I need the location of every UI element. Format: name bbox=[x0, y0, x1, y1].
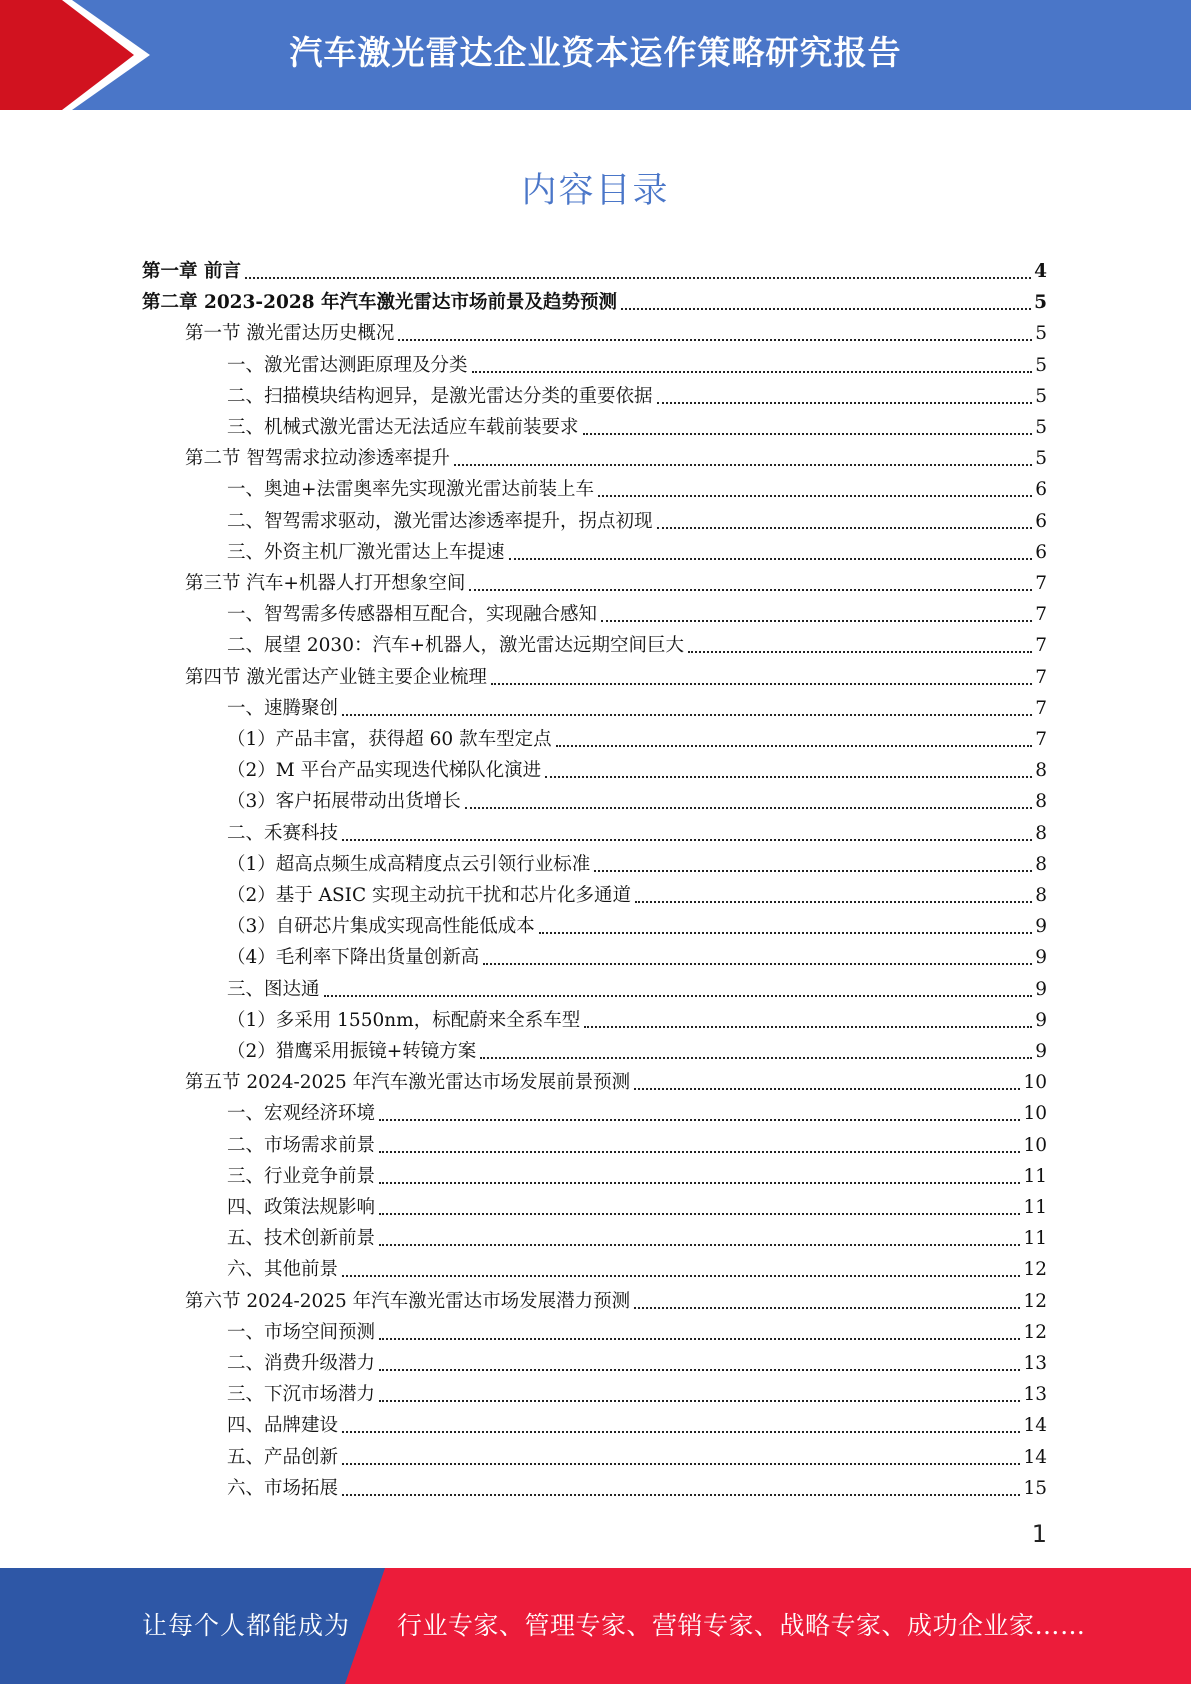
toc-entry-title: 二、禾赛科技 bbox=[227, 822, 339, 844]
toc-entry[interactable] bbox=[227, 721, 1047, 752]
toc-dot-leader bbox=[379, 1400, 1020, 1402]
toc-entry-title: 二、消费升级潜力 bbox=[227, 1353, 376, 1374]
toc-entry-title: （1）产品丰富，获得超 60 款车型定点 bbox=[227, 729, 552, 750]
toc-entry-title: 四、品牌建设 bbox=[227, 1415, 339, 1437]
toc-entry-page: 14 bbox=[1023, 1446, 1047, 1468]
toc-entry[interactable] bbox=[227, 596, 1047, 627]
toc-entry[interactable] bbox=[142, 284, 1047, 315]
toc-dot-leader bbox=[342, 1494, 1020, 1496]
toc-dot-leader bbox=[245, 277, 1031, 279]
toc-dot-leader bbox=[379, 1213, 1020, 1215]
toc-dot-leader bbox=[379, 1338, 1020, 1340]
toc-entry-page: 8 bbox=[1035, 822, 1047, 844]
toc-entry-title: 三、机械式激光雷达无法适应车载前装要求 bbox=[227, 417, 579, 438]
toc-entry[interactable] bbox=[227, 846, 1047, 877]
toc-entry-page: 6 bbox=[1035, 479, 1047, 501]
toc-entry[interactable] bbox=[227, 1251, 1047, 1282]
toc-entry-page: 7 bbox=[1035, 604, 1047, 626]
toc-entry-title: 六、市场拓展 bbox=[227, 1477, 339, 1499]
toc-dot-leader bbox=[379, 1244, 1020, 1246]
toc-entry-title: 三、图达通 bbox=[227, 978, 320, 1000]
toc-entry-title: （1）超高点频生成高精度点云引领行业标准 bbox=[227, 853, 591, 875]
toc-entry-page: 5 bbox=[1035, 448, 1047, 470]
toc-entry-page: 10 bbox=[1023, 1072, 1047, 1094]
toc-entry-page: 8 bbox=[1035, 791, 1047, 813]
toc-entry[interactable] bbox=[227, 534, 1047, 565]
toc-dot-leader bbox=[342, 839, 1032, 841]
toc-entry-page: 5 bbox=[1035, 354, 1047, 376]
toc-entry-page: 4 bbox=[1034, 261, 1047, 282]
toc-dot-leader bbox=[491, 683, 1032, 685]
toc-entry-title: （3）自研芯片集成实现高性能低成本 bbox=[227, 916, 535, 938]
toc-dot-leader bbox=[454, 464, 1032, 466]
toc-dot-leader bbox=[509, 558, 1033, 560]
toc-entry-page: 8 bbox=[1035, 853, 1047, 875]
toc-entry-title: 二、扫描模块结构迥异，是激光雷达分类的重要依据 bbox=[227, 385, 653, 407]
toc-dot-leader bbox=[657, 527, 1033, 529]
toc-dot-leader bbox=[657, 402, 1033, 404]
toc-entry-title: 五、技术创新前景 bbox=[227, 1228, 376, 1250]
toc-entry[interactable] bbox=[227, 908, 1047, 939]
toc-dot-leader bbox=[342, 1431, 1020, 1433]
toc-entry-title: 六、其他前景 bbox=[227, 1259, 339, 1281]
toc-entry-page: 14 bbox=[1023, 1415, 1047, 1437]
toc-entry-title: 一、宏观经济环境 bbox=[227, 1103, 376, 1125]
toc-entry-page: 7 bbox=[1035, 573, 1047, 594]
toc-entry-page: 5 bbox=[1035, 385, 1047, 407]
toc-dot-leader bbox=[539, 932, 1032, 934]
toc-entry[interactable] bbox=[227, 378, 1047, 409]
toc-entry-title: 四、政策法规影响 bbox=[227, 1197, 376, 1218]
toc-dot-leader bbox=[342, 1463, 1020, 1465]
toc-dot-leader bbox=[634, 1307, 1020, 1309]
toc-dot-leader bbox=[480, 1057, 1032, 1059]
header-band bbox=[0, 0, 1191, 110]
toc-entry-page: 7 bbox=[1035, 635, 1047, 657]
toc-entry[interactable] bbox=[227, 409, 1047, 440]
toc-entry-title: 二、市场需求前景 bbox=[227, 1134, 376, 1156]
toc-entry-page: 6 bbox=[1035, 541, 1047, 563]
toc-dot-leader bbox=[472, 371, 1033, 373]
toc-entry-title: 二、智驾需求驱动，激光雷达渗透率提升，拐点初现 bbox=[227, 510, 653, 532]
toc-entry[interactable] bbox=[227, 690, 1047, 721]
toc-entry[interactable] bbox=[227, 1439, 1047, 1470]
toc-entry-page: 8 bbox=[1035, 885, 1047, 906]
toc-dot-leader bbox=[324, 995, 1033, 997]
toc-entry-title: 三、下沉市场潜力 bbox=[227, 1384, 376, 1406]
toc-dot-leader bbox=[342, 1275, 1020, 1277]
toc-dot-leader bbox=[465, 807, 1032, 809]
toc-entry-page: 13 bbox=[1023, 1384, 1047, 1406]
toc-dot-leader bbox=[556, 745, 1033, 747]
toc-entry-page: 9 bbox=[1035, 1041, 1047, 1062]
toc-entry-title: 第二章 2023-2028 年汽车激光雷达市场前景及趋势预测 bbox=[142, 292, 618, 314]
footer-banner bbox=[0, 1568, 1191, 1684]
toc-entry[interactable] bbox=[227, 1033, 1047, 1064]
toc-entry-page: 5 bbox=[1034, 292, 1047, 314]
toc-entry[interactable] bbox=[227, 1376, 1047, 1407]
toc-entry-title: 二、展望 2030：汽车+机器人，激光雷达远期空间巨大 bbox=[227, 635, 684, 657]
toc-entry-title: 第三节 汽车+机器人打开想象空间 bbox=[185, 573, 466, 594]
toc-entry[interactable] bbox=[227, 627, 1047, 658]
toc-entry-page: 10 bbox=[1023, 1134, 1047, 1156]
toc-dot-leader bbox=[342, 714, 1032, 716]
toc-entry-page: 11 bbox=[1023, 1228, 1047, 1250]
toc-dot-leader bbox=[598, 495, 1032, 497]
toc-entry[interactable] bbox=[227, 815, 1047, 846]
toc-entry[interactable] bbox=[227, 752, 1047, 783]
toc-entry-title: 第一节 激光雷达历史概况 bbox=[185, 323, 395, 345]
toc-entry-title: 三、外资主机厂激光雷达上车提速 bbox=[227, 541, 505, 563]
toc-entry-title: 一、激光雷达测距原理及分类 bbox=[227, 354, 468, 376]
toc-entry-page: 11 bbox=[1023, 1165, 1047, 1187]
toc-entry[interactable] bbox=[227, 1470, 1047, 1501]
toc-entry[interactable] bbox=[185, 440, 1047, 471]
toc-entry-title: 一、智驾需多传感器相互配合，实现融合感知 bbox=[227, 604, 598, 626]
toc-dot-leader bbox=[635, 901, 1032, 903]
toc-dot-leader bbox=[483, 963, 1032, 965]
toc-dot-leader bbox=[584, 1026, 1032, 1028]
toc-entry-page: 9 bbox=[1035, 978, 1047, 1000]
toc-entry-title: 第五节 2024-2025 年汽车激光雷达市场发展前景预测 bbox=[185, 1072, 631, 1094]
toc-entry[interactable] bbox=[227, 1314, 1047, 1345]
toc-entry[interactable] bbox=[227, 1407, 1047, 1438]
toc-entry-page: 12 bbox=[1023, 1321, 1047, 1343]
toc-entry-page: 9 bbox=[1035, 947, 1047, 969]
toc-entry-title: 第二节 智驾需求拉动渗透率提升 bbox=[185, 448, 450, 470]
toc-entry-page: 12 bbox=[1023, 1259, 1047, 1281]
toc-entry-page: 7 bbox=[1035, 666, 1047, 688]
toc-entry[interactable] bbox=[227, 503, 1047, 534]
toc-entry-page: 7 bbox=[1035, 729, 1047, 750]
toc-entry-page: 8 bbox=[1035, 760, 1047, 782]
toc-dot-leader bbox=[398, 339, 1032, 341]
toc-entry[interactable] bbox=[227, 347, 1047, 378]
toc-entry[interactable] bbox=[227, 1095, 1047, 1126]
toc-entry-title: 第一章 前言 bbox=[142, 261, 241, 282]
toc-dot-leader bbox=[379, 1182, 1020, 1184]
toc-entry-page: 12 bbox=[1023, 1290, 1047, 1312]
toc-entry[interactable] bbox=[227, 1345, 1047, 1376]
toc-dot-leader bbox=[379, 1369, 1020, 1371]
toc-entry[interactable] bbox=[227, 971, 1047, 1002]
footer-slogan-right: 行业专家、管理专家、营销专家、战略专家、成功企业家…… bbox=[397, 1611, 1086, 1640]
toc-entry[interactable] bbox=[227, 1189, 1047, 1220]
toc-dot-leader bbox=[601, 620, 1032, 622]
toc-entry-page: 9 bbox=[1035, 916, 1047, 938]
toc-entry-title: （1）多采用 1550nm，标配蔚来全系车型 bbox=[227, 1009, 581, 1031]
toc-entry-page: 9 bbox=[1035, 1009, 1047, 1031]
toc-entry-page: 10 bbox=[1023, 1103, 1047, 1125]
toc-entry-title: （4）毛利率下降出货量创新高 bbox=[227, 947, 480, 969]
toc-entry-page: 5 bbox=[1035, 323, 1047, 345]
toc-entry[interactable] bbox=[142, 253, 1047, 284]
toc-entry[interactable] bbox=[185, 1283, 1047, 1314]
toc-entry[interactable] bbox=[227, 783, 1047, 814]
toc-dot-leader bbox=[621, 308, 1031, 310]
toc-dot-leader bbox=[583, 433, 1033, 435]
toc-entry[interactable] bbox=[227, 939, 1047, 970]
toc-entry[interactable] bbox=[227, 1158, 1047, 1189]
toc-dot-leader bbox=[379, 1151, 1020, 1153]
toc-entry-page: 11 bbox=[1023, 1197, 1047, 1218]
page-number: 1 bbox=[1031, 1520, 1047, 1548]
toc-entry-title: 一、奥迪+法雷奥率先实现激光雷达前装上车 bbox=[227, 479, 595, 501]
toc-entry-page: 5 bbox=[1035, 417, 1047, 438]
toc-entry-page: 13 bbox=[1023, 1353, 1047, 1374]
toc-entry-title: （2）基于 ASIC 实现主动抗干扰和芯片化多通道 bbox=[227, 885, 632, 906]
toc-heading: 内容目录 bbox=[521, 171, 670, 211]
footer-slogan-left: 让每个人都能成为 bbox=[142, 1611, 351, 1640]
toc-entry-title: 第四节 激光雷达产业链主要企业梳理 bbox=[185, 666, 487, 688]
toc-entry-title: 第六节 2024-2025 年汽车激光雷达市场发展潜力预测 bbox=[185, 1290, 631, 1312]
toc-entry[interactable] bbox=[227, 1220, 1047, 1251]
toc-entry[interactable] bbox=[227, 1002, 1047, 1033]
toc-entry[interactable] bbox=[227, 877, 1047, 908]
toc-dot-leader bbox=[545, 776, 1032, 778]
toc-entry-page: 7 bbox=[1035, 697, 1047, 719]
toc-entry-title: 五、产品创新 bbox=[227, 1446, 339, 1468]
toc-entry-title: （2）猎鹰采用振镜+转镜方案 bbox=[227, 1041, 477, 1062]
report-title: 汽车激光雷达企业资本运作策略研究报告 bbox=[289, 33, 902, 72]
toc-entry-page: 6 bbox=[1035, 510, 1047, 532]
toc-entry[interactable] bbox=[227, 471, 1047, 502]
toc-entry[interactable] bbox=[227, 1127, 1047, 1158]
toc-entry-title: （2）M 平台产品实现迭代梯队化演进 bbox=[227, 760, 542, 782]
toc-entry-title: （3）客户拓展带动出货增长 bbox=[227, 791, 461, 813]
toc-dot-leader bbox=[634, 1088, 1020, 1090]
toc-dot-leader bbox=[379, 1119, 1020, 1121]
toc-entry-page: 15 bbox=[1023, 1477, 1047, 1499]
toc-entry[interactable] bbox=[185, 659, 1047, 690]
toc-entry[interactable] bbox=[185, 565, 1047, 596]
toc-dot-leader bbox=[469, 589, 1032, 591]
toc-entry[interactable] bbox=[185, 1064, 1047, 1095]
toc-dot-leader bbox=[594, 870, 1032, 872]
toc-entry[interactable] bbox=[185, 315, 1047, 346]
toc-entry-title: 一、速腾聚创 bbox=[227, 697, 339, 719]
toc-entry-title: 三、行业竞争前景 bbox=[227, 1165, 376, 1187]
toc-entry-title: 一、市场空间预测 bbox=[227, 1321, 376, 1343]
toc-dot-leader bbox=[688, 651, 1032, 653]
